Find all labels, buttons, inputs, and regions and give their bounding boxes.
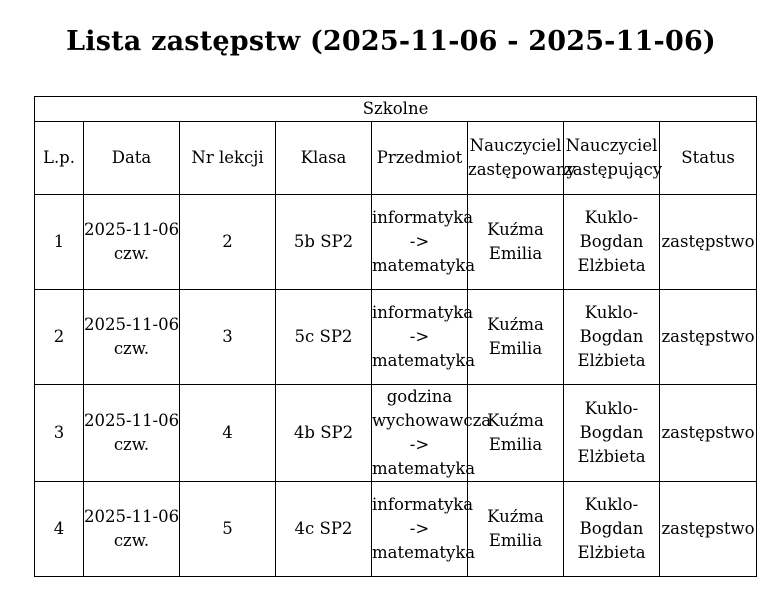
column-header-lp: L.p. (35, 122, 84, 195)
cell-teacher-replaced-line: Kuźma (487, 507, 544, 526)
cell-lp: 1 (35, 195, 84, 290)
cell-teacher-substitute-line: Elżbieta (577, 351, 646, 370)
cell-teacher-substitute-line: Elżbieta (577, 256, 646, 275)
group-header: Szkolne (35, 97, 757, 122)
cell-teacher-substitute-line: Bogdan (579, 519, 644, 538)
cell-subject-line: matematyka (372, 543, 476, 562)
cell-subject-line: -> (409, 232, 430, 251)
cell-subject-line: -> (409, 435, 430, 454)
cell-teacher-replaced-line: Emilia (488, 339, 543, 358)
cell-class: 5c SP2 (276, 290, 372, 385)
cell-teacher-substitute-line: Kuklo- (584, 208, 639, 227)
cell-teacher-replaced-line: Emilia (488, 435, 543, 454)
cell-date (84, 385, 180, 482)
cell-subject-line: -> (409, 327, 430, 346)
cell-date (84, 482, 180, 577)
cell-teacher-replaced-line: Kuźma (487, 220, 544, 239)
cell-subject (372, 385, 492, 482)
cell-teacher-replaced-line: Emilia (488, 531, 543, 550)
cell-teacher-substitute-line: Bogdan (579, 232, 644, 251)
cell-subject (372, 482, 476, 577)
cell-teacher-replaced-line: Emilia (488, 244, 543, 263)
cell-status: zastępstwo (660, 385, 757, 482)
cell-teacher-replaced-line: Kuźma (487, 315, 544, 334)
cell-date-value: 2025-11-06 (84, 411, 180, 430)
cell-teacher-replaced-line: Kuźma (487, 411, 544, 430)
cell-teacher-substitute-line: Bogdan (579, 423, 644, 442)
column-header-teacher-replaced: Nauczyciel zastępowany (468, 122, 564, 195)
column-header-class: Klasa (276, 122, 372, 195)
cell-teacher-replaced (468, 195, 564, 290)
cell-teacher-replaced (468, 385, 564, 482)
column-header-date: Data (84, 122, 180, 195)
table-row (35, 290, 757, 385)
cell-lesson: 4 (180, 385, 276, 482)
cell-day-value: czw. (113, 339, 150, 358)
cell-date-value: 2025-11-06 (84, 315, 180, 334)
cell-teacher-substitute (564, 482, 660, 577)
cell-teacher-substitute-line: Kuklo- (584, 399, 639, 418)
page-title: Lista zastępstw (2025-11-06 - 2025-11-06) (66, 26, 716, 57)
cell-subject-line: informatyka (372, 208, 474, 227)
cell-teacher-replaced (468, 482, 564, 577)
column-header-subject: Przedmiot (372, 122, 468, 195)
cell-subject-line: matematyka (372, 459, 476, 478)
cell-lesson: 2 (180, 195, 276, 290)
cell-subject-line: wychowawcza (372, 411, 492, 430)
cell-subject-line: matematyka (372, 351, 476, 370)
cell-subject (372, 290, 476, 385)
cell-teacher-replaced (468, 290, 564, 385)
cell-date-value: 2025-11-06 (84, 220, 180, 239)
cell-lp: 2 (35, 290, 84, 385)
table-row (35, 385, 757, 482)
table-row (35, 195, 757, 290)
substitutions-table (34, 96, 757, 577)
cell-day-value: czw. (113, 244, 150, 263)
cell-date-value: 2025-11-06 (84, 507, 180, 526)
cell-subject-line: informatyka (372, 303, 474, 322)
cell-teacher-substitute (564, 385, 660, 482)
cell-day-value: czw. (113, 435, 150, 454)
cell-teacher-substitute (564, 195, 660, 290)
cell-status: zastępstwo (660, 482, 757, 577)
cell-teacher-substitute-line: Kuklo- (584, 303, 639, 322)
column-header-teacher-substitute: Nauczyciel zastępujący (564, 122, 660, 195)
table-body (35, 195, 757, 577)
cell-teacher-substitute-line: Elżbieta (577, 543, 646, 562)
cell-teacher-substitute-line: Bogdan (579, 327, 644, 346)
cell-class: 4c SP2 (276, 482, 372, 577)
cell-subject-line: -> (409, 519, 430, 538)
cell-teacher-substitute (564, 290, 660, 385)
column-header-status: Status (660, 122, 757, 195)
cell-date (84, 195, 180, 290)
cell-lp: 4 (35, 482, 84, 577)
cell-subject-line: godzina (386, 387, 453, 406)
cell-lesson: 5 (180, 482, 276, 577)
cell-teacher-substitute-line: Elżbieta (577, 447, 646, 466)
cell-class: 4b SP2 (276, 385, 372, 482)
column-header-lesson: Nr lekcji (180, 122, 276, 195)
cell-lesson: 3 (180, 290, 276, 385)
cell-subject (372, 195, 476, 290)
cell-class: 5b SP2 (276, 195, 372, 290)
table-row (35, 482, 757, 577)
cell-subject-line: matematyka (372, 256, 476, 275)
cell-teacher-substitute-line: Kuklo- (584, 495, 639, 514)
cell-lp: 3 (35, 385, 84, 482)
cell-date (84, 290, 180, 385)
cell-status: zastępstwo (660, 290, 757, 385)
cell-day-value: czw. (113, 531, 150, 550)
cell-status: zastępstwo (660, 195, 757, 290)
cell-subject-line: informatyka (372, 495, 474, 514)
